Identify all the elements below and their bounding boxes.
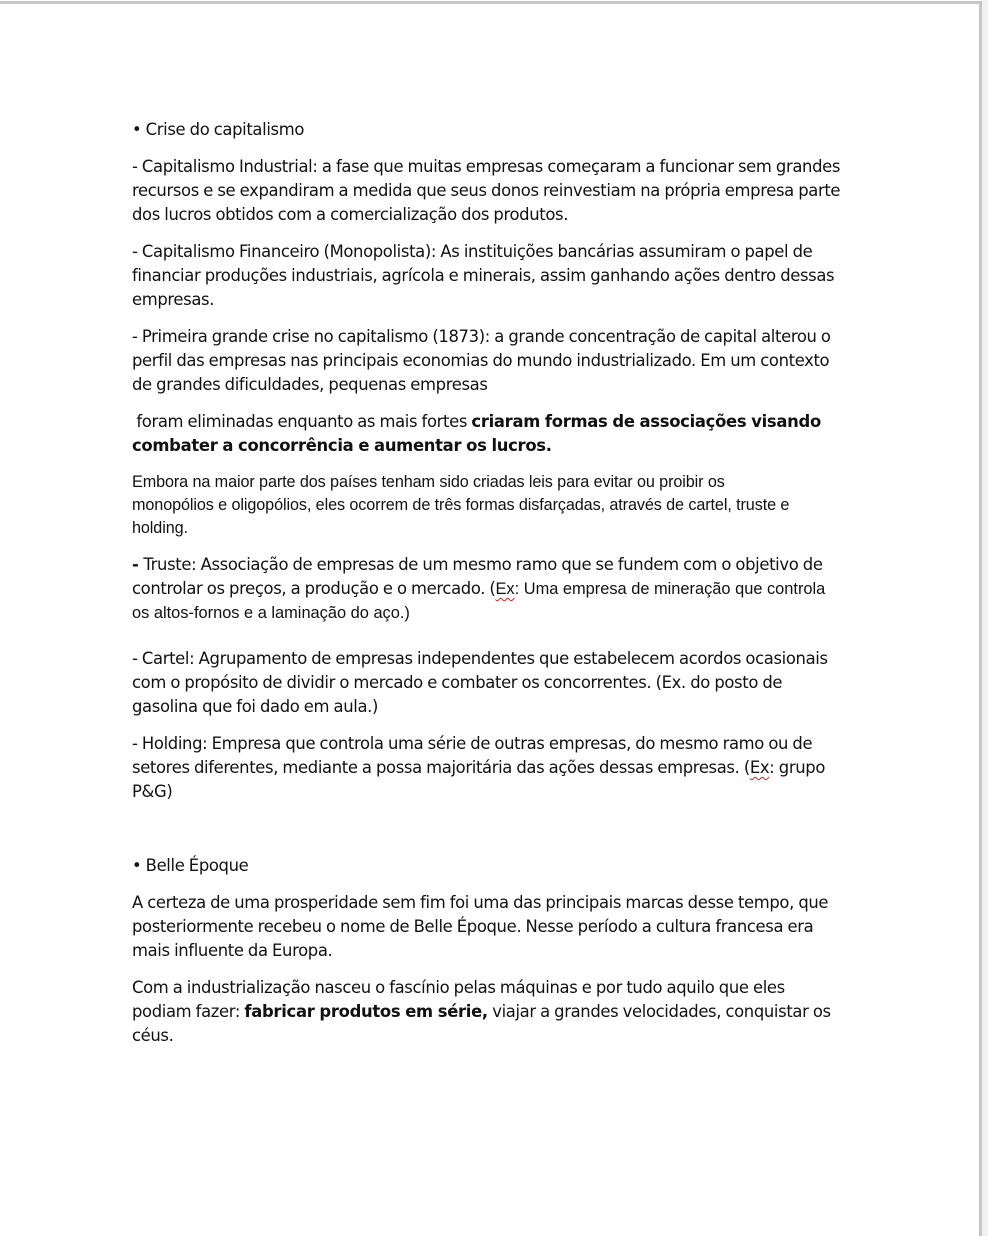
industrializacao-start: Com a industrialização nasceu o fascínio pelas máquinas e por tudo aquilo que eles podiam fazer:: [132, 978, 790, 1021]
paragraph-primeira-crise: - Primeira grande crise no capitalismo (1873): a grande concentração de capital alterou o perfil das empresas nas principais economias do mundo industrializado. Em um contexto de grandes dificuldades, pequenas empresas: [132, 327, 831, 394]
paragraph-embora: Embora na maior parte dos países tenham sido criadas leis para evitar ou proibir os monopólios e oligopólios, eles ocorrem de três formas disfarçadas, através de cartel, truste e holding.: [132, 473, 790, 537]
page-top-border: [0, 1, 981, 4]
document-page: [132, 118, 844, 1048]
truste-text: Truste: Associação de empresas de um mesmo ramo que se fundem com o objetivo de controlar os preços, a produção e o mercado. (: [132, 555, 823, 598]
page-right-gutter: [982, 0, 988, 1236]
eliminadas-normal-text: foram eliminadas enquanto as mais fortes: [132, 412, 472, 431]
truste-dash: -: [132, 555, 144, 574]
truste-ex-misspelled[interactable]: Ex: [495, 580, 515, 598]
paragraph-industrializacao: [132, 976, 844, 1048]
section-heading-crise: • Crise do capitalismo: [132, 120, 305, 139]
paragraph-holding: [132, 732, 844, 804]
industrializacao-end: viajar a grandes velocidades, conquistar os céus.: [132, 1002, 836, 1045]
paragraph-truste: [132, 553, 844, 625]
paragraph-capitalismo-financeiro: - Capitalismo Financeiro (Monopolista): As instituições bancárias assumiram o papel de financiar produções industriais, agrícola e minerais, assim ganhando ações dentro dessas empresas.: [132, 242, 835, 309]
holding-ex-misspelled[interactable]: Ex: [749, 758, 770, 777]
holding-text: - Holding: Empresa que controla uma série de outras empresas, do mesmo ramo ou de setores diferentes, mediante a possa majoritária das ações dessas empresas. (: [132, 734, 813, 777]
paragraph-certeza: A certeza de uma prosperidade sem fim foi uma das principais marcas desse tempo, que posteriormente recebeu o nome de Belle Époque. Nesse período a cultura francesa era mais influente da Europa.: [132, 893, 829, 960]
industrializacao-bold: fabricar produtos em série,: [244, 1002, 488, 1021]
section-heading-belle-epoque: • Belle Époque: [132, 856, 249, 875]
holding-tail: : grupo P&G): [132, 758, 825, 801]
paragraph-capitalismo-industrial: - Capitalismo Industrial: a fase que muitas empresas começaram a funcionar sem grandes recursos e se expandiram a medida que seus donos reinvestiam na própria empresa parte dos lucros obtidos com a comercialização dos produtos.: [132, 157, 841, 224]
paragraph-empresas-eliminadas: [132, 410, 844, 458]
paragraph-cartel: - Cartel: Agrupamento de empresas independentes que estabelecem acordos ocasionais com o propósito de dividir o mercado e combater os concorrentes. (Ex. do posto de gasolina que foi dado em aula.): [132, 649, 828, 716]
eliminadas-bold-text: criaram formas de associações visando combater a concorrência e aumentar os lucros.: [132, 412, 826, 455]
truste-tail: : Uma empresa de mineração que controla os altos-fornos e a laminação do aço.): [132, 580, 826, 622]
